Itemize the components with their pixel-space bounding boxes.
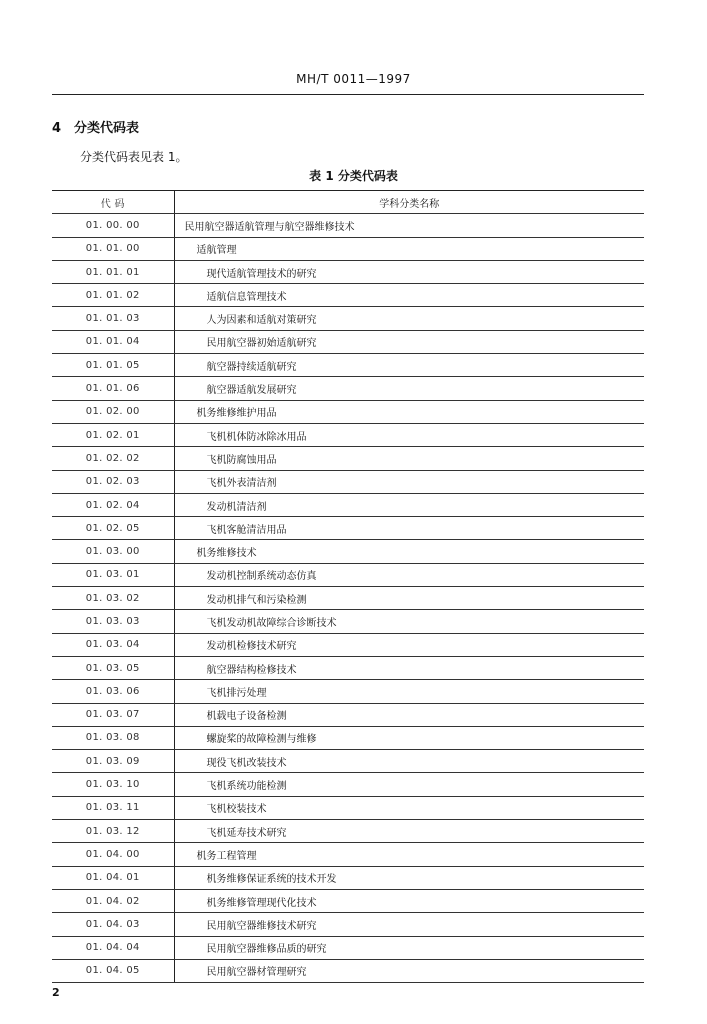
category-name-cell: 发动机清洁剂 bbox=[174, 493, 644, 516]
category-name-cell: 机务维修维护用品 bbox=[174, 400, 644, 423]
category-name-cell: 航空器结构检修技术 bbox=[174, 656, 644, 679]
table-row bbox=[52, 796, 644, 819]
table-row bbox=[52, 866, 644, 889]
category-name-cell: 机载电子设备检测 bbox=[174, 703, 644, 726]
table-row bbox=[52, 913, 644, 936]
category-name-cell: 民用航空器维修技术研究 bbox=[174, 913, 644, 936]
table-row bbox=[52, 680, 644, 703]
code-cell: 01. 02. 05 bbox=[52, 517, 174, 540]
column-header-name: 学科分类名称 bbox=[174, 191, 644, 214]
category-name-cell: 民用航空器适航管理与航空器维修技术 bbox=[174, 214, 644, 237]
code-cell: 01. 04. 04 bbox=[52, 936, 174, 959]
category-name-cell: 发动机检修技术研究 bbox=[174, 633, 644, 656]
standard-number-header: MH/T 0011—1997 bbox=[296, 72, 411, 86]
category-name-cell: 飞机防腐蚀用品 bbox=[174, 447, 644, 470]
intro-text: 分类代码表见表 1。 bbox=[80, 150, 188, 164]
code-cell: 01. 01. 00 bbox=[52, 237, 174, 260]
table-row bbox=[52, 493, 644, 516]
code-cell: 01. 02. 02 bbox=[52, 447, 174, 470]
category-name-cell: 飞机机体防冰除冰用品 bbox=[174, 423, 644, 446]
table-caption: 表 1 分类代码表 bbox=[309, 169, 398, 183]
table-row bbox=[52, 563, 644, 586]
table-row bbox=[52, 214, 644, 237]
code-cell: 01. 04. 05 bbox=[52, 959, 174, 982]
table-row bbox=[52, 889, 644, 912]
category-name-cell: 飞机校装技术 bbox=[174, 796, 644, 819]
code-cell: 01. 03. 11 bbox=[52, 796, 174, 819]
category-name-cell: 飞机发动机故障综合诊断技术 bbox=[174, 610, 644, 633]
section-heading bbox=[52, 117, 139, 136]
code-cell: 01. 01. 05 bbox=[52, 354, 174, 377]
table-row bbox=[52, 610, 644, 633]
category-name-cell: 机务维修保证系统的技术开发 bbox=[174, 866, 644, 889]
table-row bbox=[52, 843, 644, 866]
code-cell: 01. 03. 08 bbox=[52, 726, 174, 749]
category-name-cell: 机务维修技术 bbox=[174, 540, 644, 563]
category-name-cell: 民用航空器材管理研究 bbox=[174, 959, 644, 982]
category-name-cell: 飞机延寿技术研究 bbox=[174, 820, 644, 843]
code-cell: 01. 04. 03 bbox=[52, 913, 174, 936]
table-row bbox=[52, 726, 644, 749]
table-row bbox=[52, 959, 644, 982]
code-cell: 01. 04. 01 bbox=[52, 866, 174, 889]
code-cell: 01. 00. 00 bbox=[52, 214, 174, 237]
code-cell: 01. 01. 06 bbox=[52, 377, 174, 400]
header-rule bbox=[52, 94, 644, 95]
category-name-cell: 机务维修管理现代化技术 bbox=[174, 889, 644, 912]
table-row bbox=[52, 400, 644, 423]
code-cell: 01. 03. 03 bbox=[52, 610, 174, 633]
table-row bbox=[52, 447, 644, 470]
table-row bbox=[52, 377, 644, 400]
category-name-cell: 现代适航管理技术的研究 bbox=[174, 260, 644, 283]
category-name-cell: 民用航空器维修品质的研究 bbox=[174, 936, 644, 959]
category-name-cell: 现役飞机改装技术 bbox=[174, 750, 644, 773]
table-row bbox=[52, 307, 644, 330]
table-row bbox=[52, 820, 644, 843]
code-cell: 01. 01. 04 bbox=[52, 330, 174, 353]
code-cell: 01. 03. 09 bbox=[52, 750, 174, 773]
category-name-cell: 飞机系统功能检测 bbox=[174, 773, 644, 796]
table-body bbox=[52, 214, 644, 983]
category-name-cell: 适航信息管理技术 bbox=[174, 284, 644, 307]
table-header-row bbox=[52, 191, 644, 214]
table-row bbox=[52, 260, 644, 283]
table-row bbox=[52, 703, 644, 726]
code-cell: 01. 03. 07 bbox=[52, 703, 174, 726]
code-cell: 01. 02. 04 bbox=[52, 493, 174, 516]
table-row bbox=[52, 354, 644, 377]
category-name-cell: 航空器适航发展研究 bbox=[174, 377, 644, 400]
code-cell: 01. 03. 12 bbox=[52, 820, 174, 843]
table-row bbox=[52, 633, 644, 656]
code-cell: 01. 02. 01 bbox=[52, 423, 174, 446]
category-name-cell: 适航管理 bbox=[174, 237, 644, 260]
category-name-cell: 发动机排气和污染检测 bbox=[174, 587, 644, 610]
table-row bbox=[52, 284, 644, 307]
code-cell: 01. 01. 01 bbox=[52, 260, 174, 283]
code-cell: 01. 04. 02 bbox=[52, 889, 174, 912]
table-row bbox=[52, 936, 644, 959]
category-name-cell: 机务工程管理 bbox=[174, 843, 644, 866]
code-cell: 01. 03. 02 bbox=[52, 587, 174, 610]
section-title: 分类代码表 bbox=[74, 121, 140, 136]
code-cell: 01. 02. 00 bbox=[52, 400, 174, 423]
table-row bbox=[52, 656, 644, 679]
code-cell: 01. 01. 03 bbox=[52, 307, 174, 330]
code-cell: 01. 01. 02 bbox=[52, 284, 174, 307]
table-row bbox=[52, 773, 644, 796]
table-row bbox=[52, 540, 644, 563]
table-row bbox=[52, 517, 644, 540]
category-name-cell: 飞机排污处理 bbox=[174, 680, 644, 703]
table-row bbox=[52, 237, 644, 260]
code-cell: 01. 03. 01 bbox=[52, 563, 174, 586]
category-name-cell: 螺旋桨的故障检测与维修 bbox=[174, 726, 644, 749]
code-cell: 01. 03. 04 bbox=[52, 633, 174, 656]
category-name-cell: 发动机控制系统动态仿真 bbox=[174, 563, 644, 586]
table-row bbox=[52, 750, 644, 773]
table-row bbox=[52, 423, 644, 446]
page-number: 2 bbox=[52, 986, 60, 999]
table-row bbox=[52, 330, 644, 353]
category-name-cell: 人为因素和适航对策研究 bbox=[174, 307, 644, 330]
code-cell: 01. 02. 03 bbox=[52, 470, 174, 493]
category-name-cell: 飞机客舱清洁用品 bbox=[174, 517, 644, 540]
category-name-cell: 航空器持续适航研究 bbox=[174, 354, 644, 377]
section-number: 4 bbox=[52, 121, 62, 136]
code-cell: 01. 04. 00 bbox=[52, 843, 174, 866]
code-cell: 01. 03. 06 bbox=[52, 680, 174, 703]
category-name-cell: 民用航空器初始适航研究 bbox=[174, 330, 644, 353]
column-header-code: 代 码 bbox=[52, 191, 174, 214]
code-cell: 01. 03. 05 bbox=[52, 656, 174, 679]
code-cell: 01. 03. 00 bbox=[52, 540, 174, 563]
code-cell: 01. 03. 10 bbox=[52, 773, 174, 796]
table-row bbox=[52, 470, 644, 493]
category-name-cell: 飞机外表清洁剂 bbox=[174, 470, 644, 493]
classification-code-table bbox=[52, 190, 644, 983]
table-row bbox=[52, 587, 644, 610]
